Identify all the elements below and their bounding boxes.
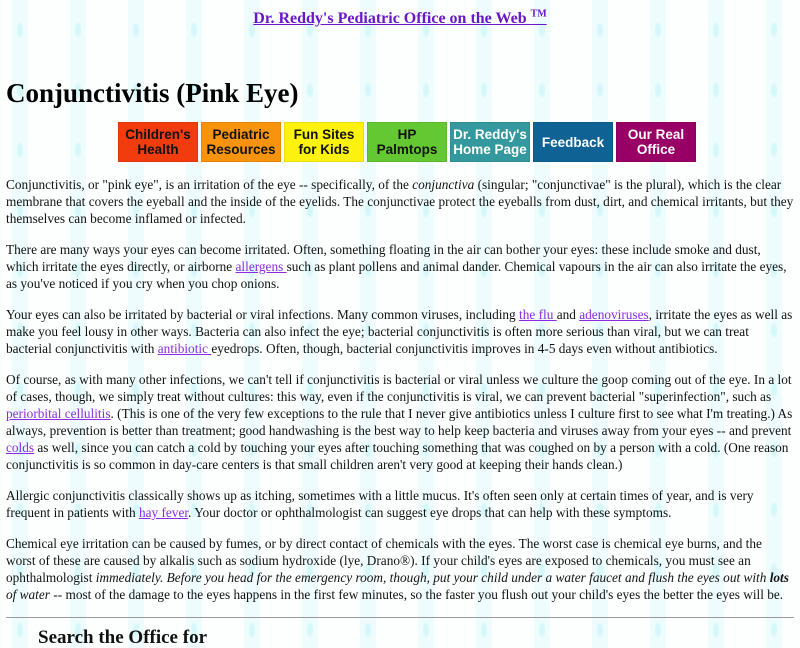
nav-button-our-real-office[interactable]: Our Real Office: [616, 122, 696, 162]
emphasis-lots: lots: [769, 570, 789, 585]
divider: [6, 617, 794, 618]
site-title-link[interactable]: Dr. Reddy's Pediatric Office on the Web ™: [253, 9, 547, 28]
link-allergens[interactable]: allergens: [235, 259, 287, 274]
link-colds[interactable]: colds: [6, 440, 35, 455]
link-hay-fever[interactable]: hay fever: [138, 505, 189, 520]
nav-button-children-s-health[interactable]: Children's Health: [118, 122, 198, 162]
nav-button-dr-reddy-s-home-page[interactable]: Dr. Reddy's Home Page: [450, 122, 530, 162]
paragraph-infections: Your eyes can also be irritated by bacterial or viral infections. Many common viruses, including the flu and adenoviruses, irritate the eyes as well as make you feel lousy in other ways. Bacteria can also infect the eye; bacterial conjunctivitis is often more serious than viral, but we can treat bacterial conjunctivitis with antibiotic eyedrops. Often, though, bacterial conjunctivitis improves in 4-5 days even without antibiotics.: [6, 307, 793, 356]
paragraph-chemical: Chemical eye irritation can be caused by fumes, or by direct contact of chemicals with the eyes. The worst case is chemical eye burns, and the worst of these are caused by alkalis such as sodium hydroxide (lye, Drano®). If your child's eyes are exposed to chemicals, you must see an ophthalmologist immediately. Before you head for the emergency room, though, put your child under a water faucet and flush the eyes out with lots of water -- most of the damage to the eyes happens in the first few minutes, so the faster you flush out your child's eyes the better the eyes will be.: [6, 536, 789, 602]
search-heading: Search the Office for: [38, 627, 208, 648]
paragraph-allergic: Allergic conjunctivitis classically shows up as itching, sometimes with a little mucus. It's often seen only at certain times of year, and is very frequent in patients with hay fever. Your doctor or ophthalmologist can suggest eye drops that can help with these symptoms.: [6, 488, 754, 520]
nav-bar: [6, 122, 794, 162]
site-title: [6, 0, 794, 30]
paragraph-intro: Conjunctivitis, or "pink eye", is an irritation of the eye -- specifically, of the conjunctiva (singular; "conjunctivae" is the plural), which is the clear membrane that covers the eyeball and the inside of the eyelids. The conjunctivae protect the eyeballs from dust, dirt, and chemical irritants, but they themselves can become inflamed or infected.: [6, 177, 794, 226]
link-periorbital-cellulitis[interactable]: periorbital cellulitis: [6, 406, 111, 421]
link-antibiotic[interactable]: antibiotic: [157, 341, 212, 356]
nav-button-fun-sites-for-kids[interactable]: Fun Sites for Kids: [284, 122, 364, 162]
nav-button-hp-palmtops[interactable]: HP Palmtops: [367, 122, 447, 162]
term-conjunctiva: conjunctiva: [412, 177, 475, 192]
nav-button-feedback[interactable]: Feedback: [533, 122, 613, 162]
page-title: Conjunctivitis (Pink Eye): [6, 78, 299, 108]
link-the-flu[interactable]: the flu: [519, 307, 557, 322]
paragraph-irritants: There are many ways your eyes can become irritated. Often, something floating in the air can bother your eyes: these include smoke and dust, which irritate the eyes directly, or airborne allergens such as plant pollens and animal dander. Chemical vapours in the air can also irritate the eyes, as you've noticed if you cry when you chop onions.: [6, 242, 787, 291]
paragraph-treatment: Of course, as with many other infections, we can't tell if conjunctivitis is bacterial or viral unless we culture the goop coming out of the eye. In a lot of cases, though, we simply treat without cultures: this way, even if the conjunctivitis is viral, we can prevent bacterial "superinfection", such as periorbital cellulitis. (This is one of the very few exceptions to the rule that I never give antibiotics unless I culture first to see what I'm treating.) As always, prevention is better than treatment; good handwashing is the best way to help keep bacteria and viruses away from your eyes -- and prevent colds as well, since you can catch a cold by touching your eyes after touching something that was coughed on by a person with a cold. (One reason conjunctivitis is so common in day-care centers is that small children aren't very good at keeping their hands clean.): [6, 372, 793, 472]
link-adenoviruses[interactable]: adenoviruses: [579, 307, 649, 322]
trademark: TM: [530, 9, 547, 20]
nav-button-pediatric-resources[interactable]: Pediatric Resources: [201, 122, 281, 162]
